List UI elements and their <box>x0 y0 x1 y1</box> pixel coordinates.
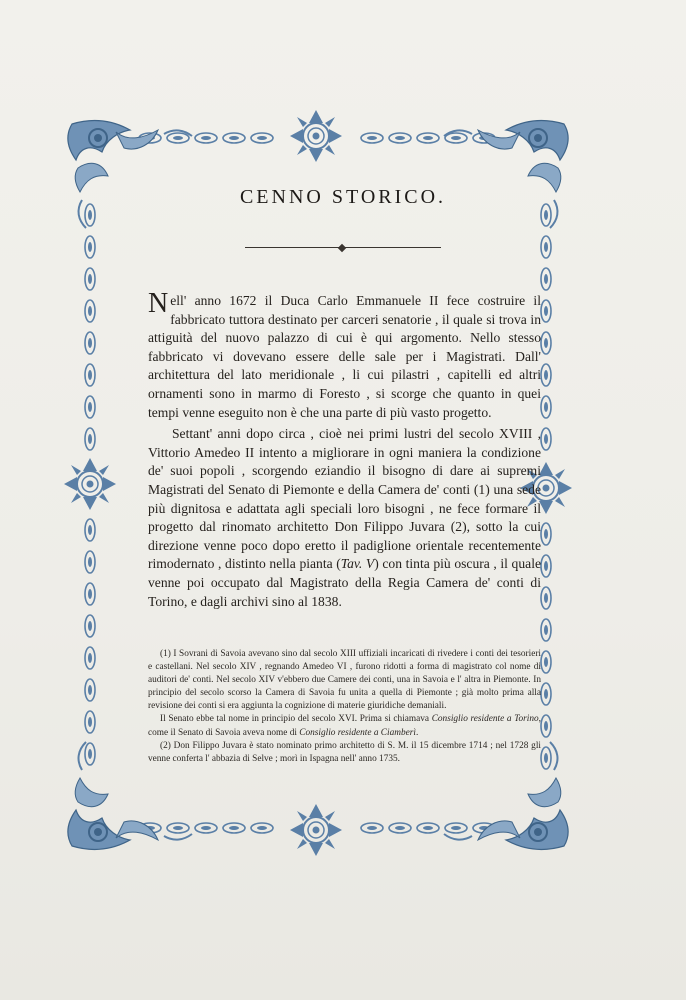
paragraph-1: Nell' anno 1672 il Duca Carlo Emmanuele II fece costruire il fabbricato tuttora destinato per carceri senatorie , il quale si trova in attiguità del nuovo palazzo di cui è qui argomento. Nello stesso fabbricato vi dovevano essere delle sale per i Magistrati. Dall' architettura del lato meridionale , li cui pilastri , capitelli ed altri ornamenti sono in marmo di Foresto , si scorge che quanto in quei tempi venne eseguito non è che una parte di più vasto progetto. <box>148 288 541 420</box>
footnotes <box>148 648 541 766</box>
footnote-1: (1) I Sovrani di Savoia avevano sino dal secolo XIII uffiziali incaricati di rivedere i conti dei tesorieri e castellani. Nel secolo XIV , regnando Amedeo VI , furono ridotti a forma di magistrato col nome di auditori de' conti. Nel secolo XIV v'ebbero due Camere dei conti, una in Savoia e l' altra in Piemonte. In principio del secolo scorso la Camera di Savoia fu unita a quella di Piemonte ; già molto prima alla revisione dei conti si era aggiunta la cognizione di materie giuridiche demaniali. <box>148 649 541 712</box>
main-text <box>148 288 541 614</box>
page-title: CENNO STORICO. <box>239 186 447 208</box>
footnote-2: (2) Don Filippo Juvara è stato nominato primo architetto di S. M. il 15 dicembre 1714 ; nel 1728 gli venne conferta l' abbazia di Selve ; morì in Ispagna nell' anno 1735. <box>148 740 541 764</box>
paragraph-2: Settant' anni dopo circa , cioè nei primi lustri del secolo XVIII , Vittorio Amedeo II intento a migliorare in ogni maniera la condizione de' suoi popoli , scorgendo eziandio il bisogno di dare ai supremi Magistrati del Senato di Piemonte e della Camera de' conti (1) una sede più dignitosa e adattata agli speciali loro bisogni , ne fece formare il progetto dal rinomato architetto Don Filippo Juvara (2), sotto la cui direzione venne poco dopo eretto il padiglione orientale recentemente rimodernato , distinto nella pianta (Tav. V) con tinta più oscura , il quale venne poi occupato dal Magistrato della Regia Camera de' conti di Torino, e dagli archivi sino al 1838. <box>148 426 541 609</box>
title-divider <box>245 245 441 251</box>
footnote-1-continued: Il Senato ebbe tal nome in principio del secolo XVI. Prima si chiamava Consiglio residente a Torino, come il Senato di Savoia aveva nome di Consiglio residente a Ciamberì. <box>148 714 541 738</box>
drop-cap: N <box>148 288 169 319</box>
